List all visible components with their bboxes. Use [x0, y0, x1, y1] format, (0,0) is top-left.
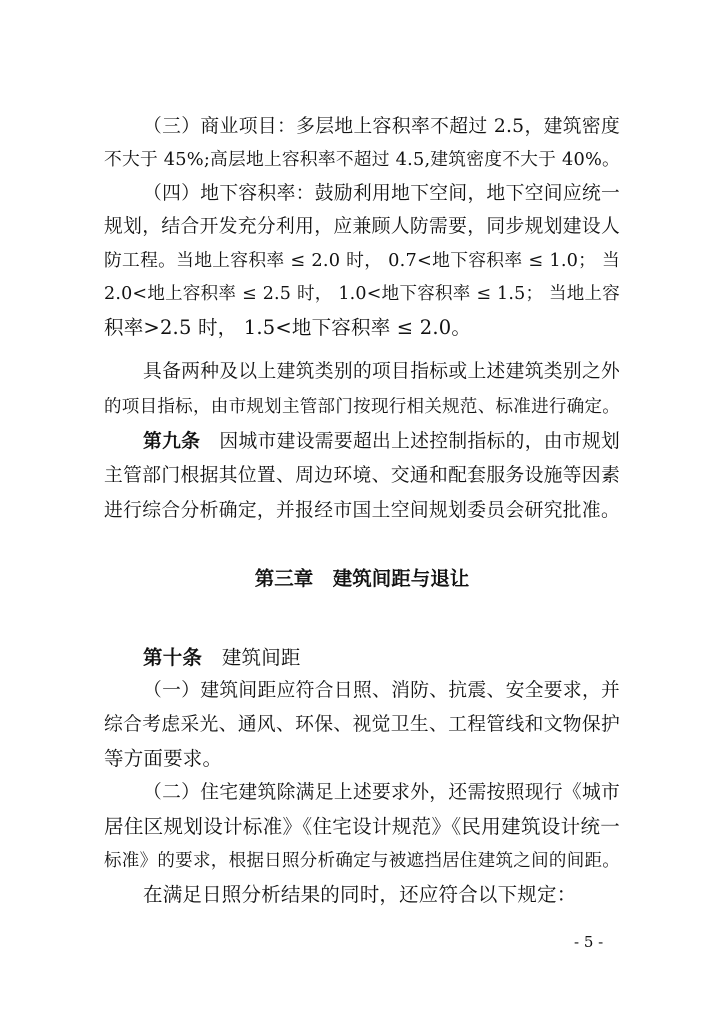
paragraph-underground-line-4: 2.0<地上容积率 ≤ 2.5 时， 1.0<地下容积率 ≤ 1.5； 当地上容 [104, 284, 620, 304]
paragraph-commercial-line-1: （三）商业项目：多层地上容积率不超过 2.5，建筑密度 [143, 116, 620, 137]
paragraph-spacing-2-line-3: 标准》的要求，根据日照分析确定与被遮挡居住建筑之间的间距。 [104, 851, 620, 871]
paragraph-commercial-line-2: 不大于 45%;高层地上容积率不超过 4.5,建筑密度不大于 40%。 [104, 150, 620, 170]
article-9-line-2: 主管部门根据其位置、周边环境、交通和配套服务设施等因素 [104, 465, 620, 486]
page-number: - 5 - [574, 933, 604, 951]
paragraph-underground-line-2: 规划，结合开发充分利用，应兼顾人防需要，同步规划建设人 [104, 216, 620, 237]
article-10-subject: 建筑间距 [221, 646, 301, 669]
article-10-heading [143, 644, 620, 672]
article-9-line-1 [143, 428, 620, 456]
paragraph-spacing-1-line-1: （一）建筑间距应符合日照、消防、抗震、安全要求，并 [143, 680, 620, 701]
paragraph-spacing-2-line-2: 居住区规划设计标准》《住宅设计规范》《民用建筑设计统一 [104, 815, 620, 838]
chapter-3-heading: 第三章 建筑间距与退让 [254, 567, 470, 590]
paragraph-underground-line-1: （四）地下容积率：鼓励利用地下空间，地下空间应统一 [143, 183, 620, 204]
paragraph-underground-line-5: 积率>2.5 时， 1.5<地下容积率 ≤ 2.0。 [104, 316, 472, 339]
paragraph-mixed-line-2: 的项目指标，由市规划主管部门按现行相关规范、标准进行确定。 [104, 397, 620, 417]
article-9-title: 第九条 [143, 431, 201, 452]
paragraph-mixed-line-1: 具备两种及以上建筑类别的项目指标或上述建筑类别之外 [143, 361, 620, 382]
paragraph-spacing-1-line-2: 综合考虑采光、通风、环保、视觉卫生、工程管线和文物保护 [104, 714, 620, 735]
article-9-text: 因城市建设需要超出上述控制指标的，由市规划 [219, 431, 621, 452]
paragraph-spacing-1-line-3: 等方面要求。 [104, 747, 223, 770]
paragraph-sunlight-line-1: 在满足日照分析结果的同时，还应符合以下规定： [143, 883, 577, 906]
article-9-line-3: 进行综合分析确定，并报经市国土空间规划委员会研究批准。 [104, 500, 620, 521]
paragraph-underground-line-3: 防工程。当地上容积率 ≤ 2.0 时， 0.7<地下容积率 ≤ 1.0； 当 [104, 251, 620, 271]
article-10-title: 第十条 [143, 646, 203, 669]
paragraph-spacing-2-line-1: （二）住宅建筑除满足上述要求外，还需按照现行《城市 [143, 782, 620, 803]
